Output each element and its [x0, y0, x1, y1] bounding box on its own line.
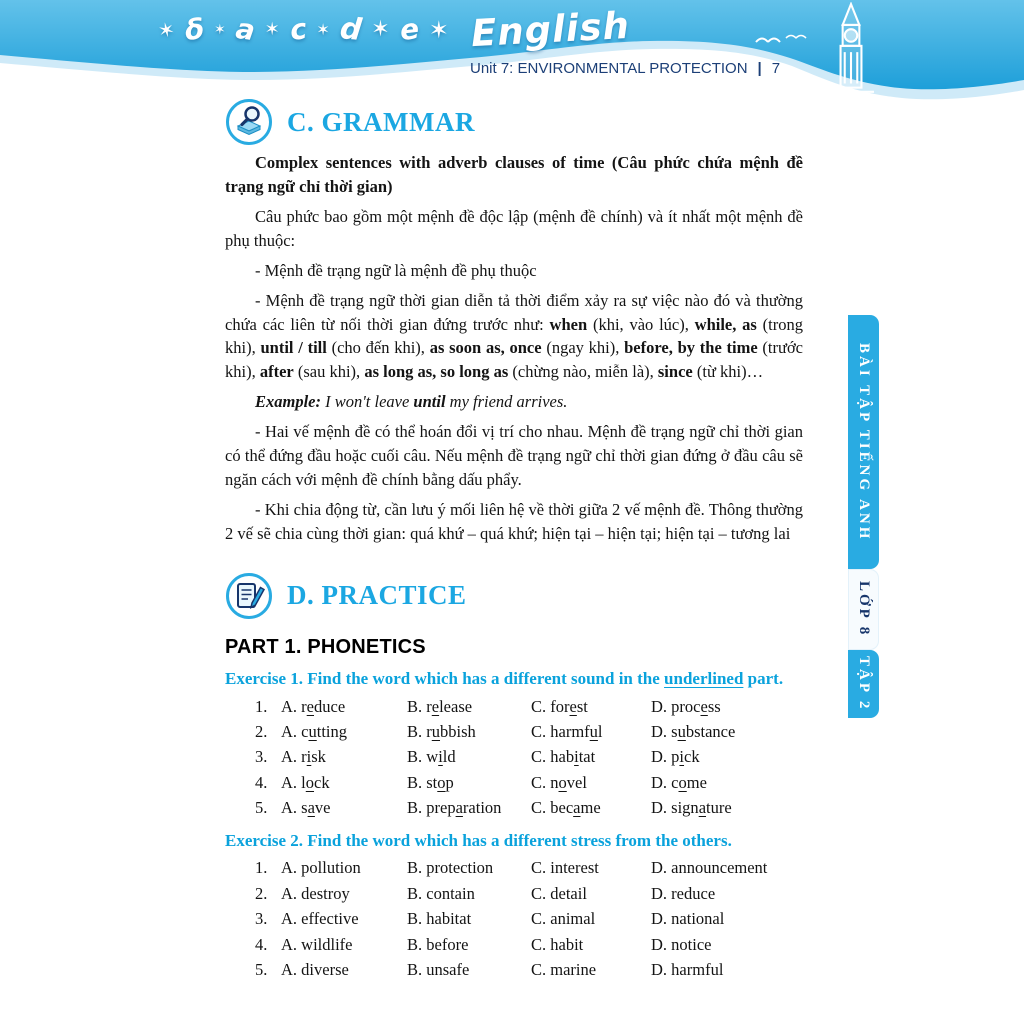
part-title: PART 1. PHONETICS [225, 635, 426, 658]
answer-option: A. reduce [281, 696, 346, 716]
grammar-section-heading [225, 98, 803, 146]
banner-letter: d [337, 10, 364, 49]
answer-option: B. protection [407, 858, 494, 878]
underlined-part: a [307, 798, 315, 818]
text-segment: (chừng nào, miễn là), [508, 362, 658, 382]
answer-option: D. pick [651, 747, 700, 767]
answer-option: C. harmful [531, 721, 603, 741]
text-segment: as soon as, once [429, 338, 542, 358]
text-segment: underlined [664, 668, 744, 688]
exercise-row [255, 932, 803, 957]
item-number: 2. [255, 883, 268, 903]
exercise-row [255, 856, 803, 881]
underlined-part: e [306, 696, 314, 716]
answer-option: A. destroy [281, 883, 350, 903]
item-number: 5. [255, 798, 268, 818]
grammar-body [225, 151, 803, 546]
text-segment: (khi, vào lúc), [587, 314, 695, 334]
answer-option: C. forest [531, 696, 588, 716]
text-segment: part. [743, 668, 784, 688]
text-segment: after [259, 362, 294, 382]
unit-title: Unit 7: ENVIRONMENTAL PROTECTION [470, 60, 748, 77]
answer-option: C. marine [531, 960, 597, 980]
item-number: 3. [255, 747, 268, 767]
exercise-row [255, 745, 803, 770]
underlined-part: i [438, 747, 443, 767]
grammar-paragraph [225, 498, 803, 546]
answer-option: C. novel [531, 772, 587, 792]
banner-letters-row [155, 3, 838, 56]
grammar-paragraph [225, 205, 803, 253]
answer-option: B. stop [407, 772, 454, 792]
text-segment: until [413, 392, 450, 412]
text-segment: - Mệnh đề trạng ngữ thời gian diễn tả thời điểm xảy ra sự việc nào đó và thường chứa các liên từ nối thời gian đứng trước như: [225, 290, 803, 334]
page-header [470, 60, 810, 77]
exercise2-rows [225, 856, 803, 983]
answer-option: B. unsafe [407, 960, 470, 980]
underlined-part: i [306, 747, 312, 767]
page-number: 7 [771, 60, 781, 77]
answer-option: B. wild [407, 747, 456, 767]
exercise-row [255, 770, 803, 795]
banner-star-icon: ✶ [264, 19, 280, 40]
answer-option: B. habitat [407, 909, 472, 929]
banner-letter: δ [183, 12, 206, 47]
sidebar-tab-grade-label: LỚP 8 [856, 581, 872, 638]
answer-option: A. effective [281, 909, 359, 929]
text-segment: (ngay khi), [541, 338, 625, 358]
answer-option: C. animal [531, 909, 596, 929]
sidebar-tab-series [848, 315, 879, 569]
exercise1-heading [225, 669, 803, 689]
answer-option: C. detail [531, 883, 587, 903]
sidebar-tab-grade [848, 569, 879, 650]
answer-option: D. harmful [651, 960, 724, 980]
page-content [225, 90, 803, 983]
underlined-part: u [308, 721, 317, 741]
grammar-title: C. GRAMMAR [287, 106, 475, 137]
underlined-part: o [305, 772, 315, 792]
text-segment: - Hai vế mệnh đề có thể hoán đổi vị trí cho nhau. Mệnh đề trạng ngữ chỉ thời gian có thể đứng đầu hoặc cuối câu. Nếu mệnh đề trạng ngữ chỉ thời gian đứng ở đầu câu sẽ ngăn cách với mệnh đề chính bằng dấu phẩy. [225, 422, 803, 490]
answer-option: A. lock [281, 772, 330, 792]
answer-option: A. wildlife [281, 934, 353, 954]
exercise-row [255, 907, 803, 932]
item-number: 3. [255, 909, 268, 929]
exercise-row [255, 795, 803, 820]
answer-option: D. come [651, 772, 707, 792]
text-segment: when [549, 314, 588, 334]
answer-option: B. rubbish [407, 721, 476, 741]
answer-option: B. preparation [407, 798, 502, 818]
answer-option: B. release [407, 696, 473, 716]
underlined-part: u [431, 721, 441, 741]
text-segment: Exercise 1. Find the word which has a different sound in the [225, 668, 665, 688]
magnifier-book-icon [225, 98, 273, 146]
text-segment: I won't leave [325, 392, 414, 412]
item-number: 5. [255, 960, 268, 980]
answer-option: A. diverse [281, 960, 349, 980]
answer-option: B. before [407, 934, 469, 954]
banner-star-icon: ✶ [214, 21, 226, 38]
exercise-row [255, 881, 803, 906]
banner-decor [155, 10, 449, 49]
text-segment: Câu phức bao gồm một mệnh đề độc lập (mệnh đề chính) và ít nhất một mệnh đề phụ thuộc: [225, 206, 803, 250]
answer-option: D. reduce [651, 883, 716, 903]
answer-option: A. risk [281, 747, 326, 767]
underlined-part: e [700, 696, 708, 716]
text-segment: Complex sentences with adverb clauses of time (Câu phức chứa mệnh đề trạng ngữ chỉ thời gian) [225, 153, 803, 196]
banner-letter: c [287, 12, 309, 47]
text-segment: Example: [255, 392, 326, 412]
practice-title: D. PRACTICE [287, 580, 467, 611]
exercise-row [255, 719, 803, 744]
banner-star-icon: ✶ [155, 16, 178, 43]
underlined-part: u [589, 721, 598, 741]
sidebar-tab-volume-label: TẬP 2 [856, 656, 872, 712]
answer-option: D. national [651, 909, 725, 929]
underlined-part: i [679, 747, 685, 767]
item-number: 1. [255, 858, 268, 878]
underlined-part: i [574, 747, 579, 767]
banner-word: English [469, 3, 631, 56]
text-segment: (trước khi), [225, 338, 803, 382]
exercise-row [255, 957, 803, 982]
practice-section-heading [225, 572, 803, 620]
grammar-paragraph [225, 259, 803, 283]
underlined-part: e [431, 696, 440, 716]
text-segment: as long as, so long as [364, 362, 509, 382]
banner-star-icon: ✶ [371, 17, 390, 42]
answer-option: D. notice [651, 934, 712, 954]
text-segment: (từ khi)… [692, 362, 764, 382]
item-number: 4. [255, 772, 268, 792]
item-number: 1. [255, 696, 268, 716]
answer-option: D. process [651, 696, 721, 716]
underlined-part: o [437, 772, 446, 792]
answer-option: C. habit [531, 934, 584, 954]
text-segment: - Mệnh đề trạng ngữ là mệnh đề phụ thuộc [255, 260, 537, 280]
answer-option: C. interest [531, 858, 599, 878]
text-segment: before, by the time [624, 338, 758, 358]
grammar-paragraph [225, 420, 803, 492]
birds-icon [752, 30, 808, 48]
text-segment: while, as [694, 314, 757, 334]
text-segment: Exercise 2. Find the word which has a different stress from the others. [225, 830, 732, 850]
exercise1-rows [225, 694, 803, 821]
underlined-part: o [678, 772, 687, 792]
answer-option: D. substance [651, 721, 736, 741]
grammar-paragraph [225, 151, 803, 199]
text-segment: until / till [260, 338, 327, 358]
item-number: 2. [255, 721, 268, 741]
text-segment: my friend arrives. [449, 392, 568, 412]
pencil-pad-icon [225, 572, 273, 620]
sidebar-tab-series-label: BÀI TẬP TIẾNG ANH [856, 342, 872, 542]
text-segment: since [657, 362, 693, 382]
underlined-part: a [573, 798, 581, 818]
underlined-part: u [677, 721, 686, 741]
banner-star-icon: ✶ [316, 20, 330, 39]
banner-letter: e [398, 12, 421, 47]
header-separator: | [757, 60, 762, 77]
answer-option: C. habitat [531, 747, 596, 767]
underlined-part: a [698, 798, 707, 818]
answer-option: D. announcement [651, 858, 768, 878]
answer-option: D. signature [651, 798, 732, 818]
underlined-part: a [455, 798, 463, 818]
answer-option: A. pollution [281, 858, 361, 878]
item-number: 4. [255, 934, 268, 954]
underlined-part: e [569, 696, 577, 716]
text-segment: - Khi chia động từ, cần lưu ý mối liên hệ về thời giữa 2 vế mệnh đề. Thông thường 2 vế sẽ chia cùng thời gian: quá khứ – quá khứ; hiện tại – hiện tại; hiện tại – tương lai [225, 499, 803, 543]
answer-option: A. cutting [281, 721, 348, 741]
exercise-row [255, 694, 803, 719]
answer-option: A. save [281, 798, 331, 818]
underlined-part: o [558, 772, 567, 792]
answer-option: C. became [531, 798, 601, 818]
grammar-paragraph [225, 289, 803, 385]
grammar-paragraph [225, 390, 803, 414]
exercise2-heading [225, 831, 803, 851]
banner-letter: a [233, 11, 257, 48]
sidebar-tab-volume [848, 650, 879, 718]
text-segment: (trong khi), [225, 314, 803, 358]
answer-option: B. contain [407, 883, 475, 903]
banner-star-icon: ✶ [428, 15, 449, 44]
text-segment: (sau khi), [293, 362, 365, 382]
text-segment: (cho đến khi), [326, 338, 430, 358]
big-ben-icon [818, 2, 884, 96]
